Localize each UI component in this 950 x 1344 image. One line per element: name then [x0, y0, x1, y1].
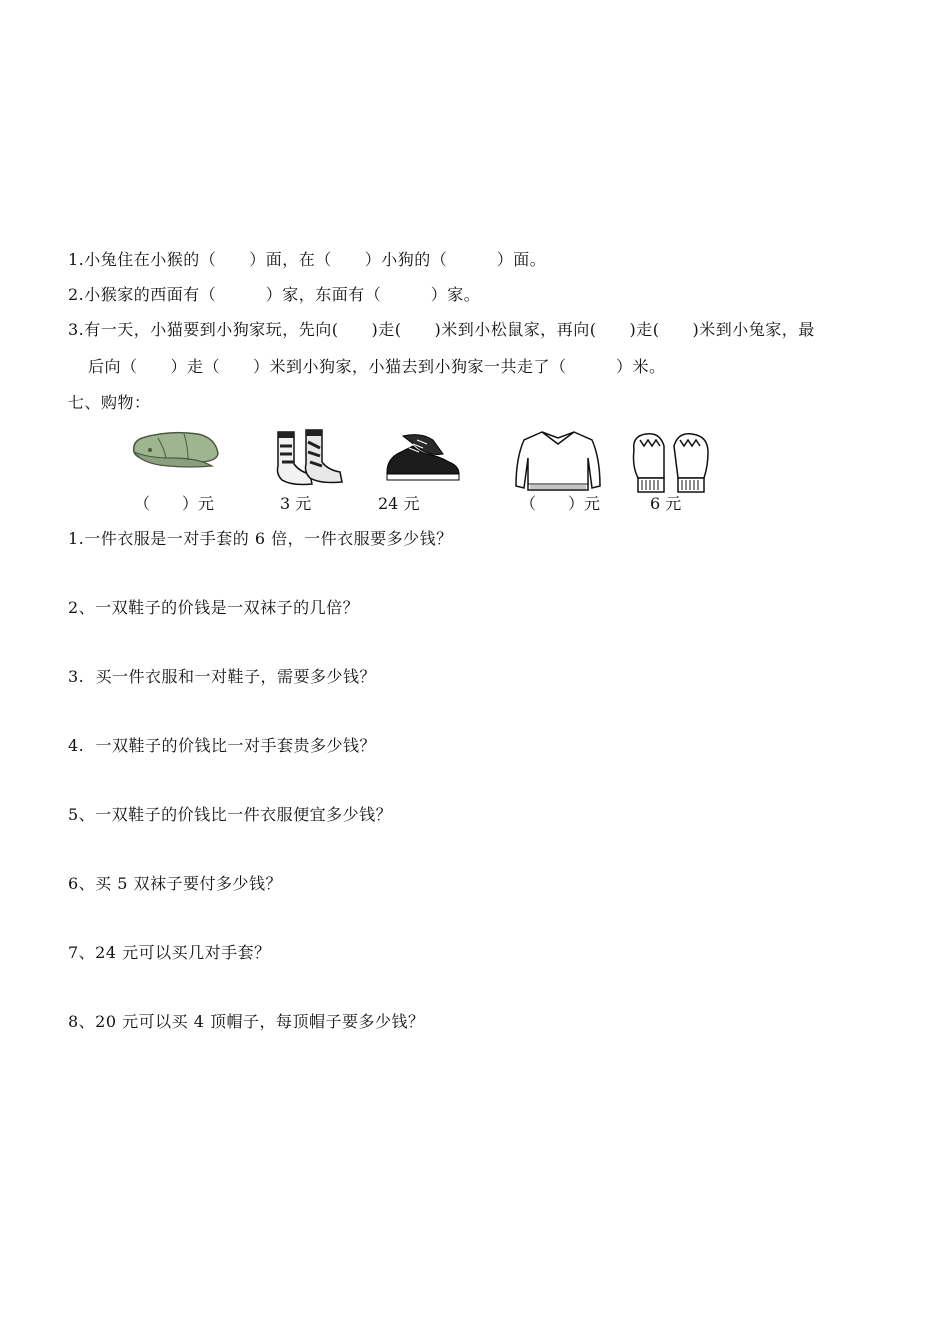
direction-question-3-continued: 后向（ ）走（ ）米到小狗家，小猫去到小狗家一共走了（ ）米。: [88, 357, 666, 376]
socks-icon: [270, 426, 352, 488]
shopping-question-5: 5、一双鞋子的价钱比一件衣服便宜多少钱？: [68, 805, 393, 824]
sweater-icon: [512, 428, 604, 494]
shoes-icon: [383, 432, 465, 486]
shopping-question-4: 4. 一双鞋子的价钱比一对手套贵多少钱？: [68, 736, 376, 755]
direction-question-2: 2.小猴家的西面有（ ）家，东面有（ ）家。: [68, 285, 481, 304]
price-sweater: （ ）元: [520, 494, 601, 513]
mittens-icon: [628, 430, 716, 496]
direction-question-1: 1.小兔住在小猴的（ ）面，在（ ）小狗的（ ）面。: [68, 250, 547, 269]
price-mittens: 6 元: [650, 494, 682, 513]
shopping-question-1: 1.一件衣服是一对手套的 6 倍，一件衣服要多少钱？: [68, 529, 453, 548]
direction-question-3: 3.有一天，小猫要到小狗家玩，先向( )走( )米到小松鼠家，再向( )走( )米到小兔家，最: [68, 320, 815, 339]
shopping-question-6: 6、买 5 双袜子要付多少钱？: [68, 874, 283, 893]
shopping-question-8: 8、20 元可以买 4 顶帽子，每顶帽子要多少钱？: [68, 1012, 425, 1031]
shopping-question-7: 7、24 元可以买几对手套？: [68, 943, 271, 962]
shopping-question-2: 2、一双鞋子的价钱是一双袜子的几倍？: [68, 598, 360, 617]
shopping-question-3: 3. 买一件衣服和一对鞋子，需要多少钱？: [68, 667, 376, 686]
cap-icon: [128, 428, 224, 470]
price-shoes: 24 元: [378, 494, 420, 513]
price-cap: （ ）元: [134, 494, 215, 513]
price-socks: 3 元: [280, 494, 312, 513]
section-title-shopping: 七、购物：: [68, 393, 151, 412]
